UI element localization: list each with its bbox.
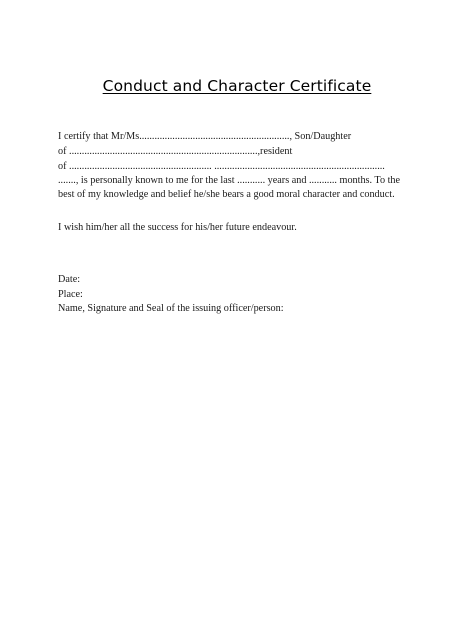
body-line-3: of ........................................................ ...................................................................: [58, 161, 385, 172]
wish-line: I wish him/her all the success for his/her future endeavour.: [58, 222, 297, 233]
certificate-title: Conduct and Character Certificate: [102, 77, 372, 95]
signature-line: Name, Signature and Seal of the issuing officer/person:: [58, 303, 284, 314]
body-line-4: ......., is personally known to me for the last ........... years and ........... months. To the: [58, 175, 401, 186]
date-label: Date:: [58, 274, 81, 285]
body-line-2: of ..........................................................................,resident: [58, 146, 293, 157]
place-label: Place:: [58, 289, 83, 300]
body-line-5: best of my knowledge and belief he/she bears a good moral character and conduct.: [58, 189, 395, 200]
body-line-1: I certify that Mr/Ms..........................................................., Son/Daughter: [58, 131, 352, 142]
